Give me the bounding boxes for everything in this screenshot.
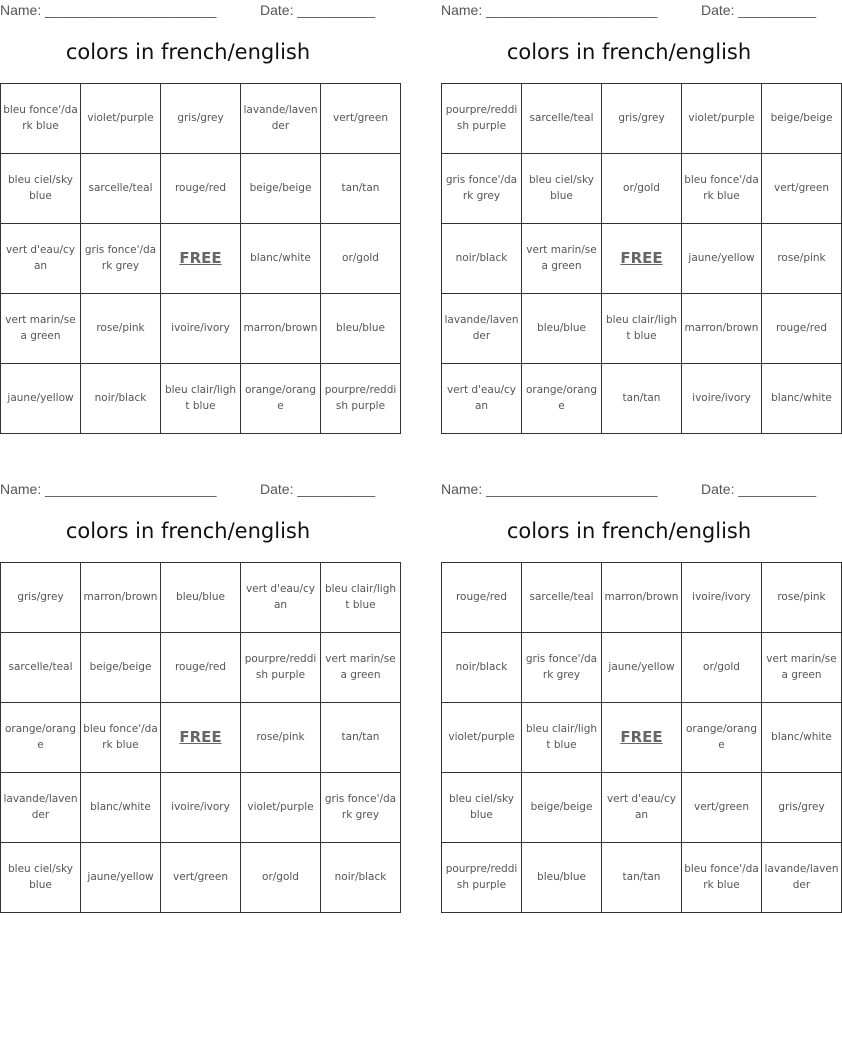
grid-cell: marron/brown: [682, 294, 762, 364]
grid-cell: lavande/lavender: [241, 84, 321, 154]
grid-cell: tan/tan: [602, 364, 682, 434]
grid-cell: blanc/white: [241, 224, 321, 294]
grid-cell: bleu/blue: [522, 843, 602, 913]
grid-row: [442, 633, 842, 703]
grid-cell: gris/grey: [762, 773, 842, 843]
name-field-label: Name: ______________________: [441, 481, 658, 497]
grid-cell: rose/pink: [762, 224, 842, 294]
name-field-label: Name: ______________________: [0, 2, 217, 18]
grid-cell: orange/orange: [522, 364, 602, 434]
grid-row: [1, 843, 401, 913]
grid-cell: vert/green: [321, 84, 401, 154]
grid-row: [1, 703, 401, 773]
grid-cell: pourpre/reddish purple: [442, 843, 522, 913]
grid-cell: bleu clair/light blue: [522, 703, 602, 773]
grid-row: [442, 224, 842, 294]
grid-cell: tan/tan: [321, 703, 401, 773]
grid-cell: pourpre/reddish purple: [321, 364, 401, 434]
grid-row: [1, 563, 401, 633]
grid-cell: lavande/lavender: [1, 773, 81, 843]
grid-cell: orange/orange: [682, 703, 762, 773]
grid-cell: noir/black: [442, 633, 522, 703]
grid-cell: noir/black: [321, 843, 401, 913]
grid-cell: gris fonce'/dark grey: [81, 224, 161, 294]
free-space-cell: FREE: [161, 703, 241, 773]
grid-cell: ivoire/ivory: [682, 364, 762, 434]
grid-row: [442, 843, 842, 913]
bingo-grid: [441, 562, 842, 913]
grid-cell: gris fonce'/dark grey: [442, 154, 522, 224]
grid-cell: bleu/blue: [321, 294, 401, 364]
grid-row: [1, 773, 401, 843]
grid-cell: bleu clair/light blue: [602, 294, 682, 364]
grid-cell: vert marin/sea green: [321, 633, 401, 703]
bingo-card-3: [0, 479, 397, 919]
grid-row: [442, 703, 842, 773]
grid-cell: bleu fonce'/dark blue: [682, 154, 762, 224]
grid-cell: gris fonce'/dark grey: [522, 633, 602, 703]
grid-cell: vert/green: [762, 154, 842, 224]
grid-cell: beige/beige: [81, 633, 161, 703]
grid-cell: bleu clair/light blue: [161, 364, 241, 434]
free-space-cell: FREE: [161, 224, 241, 294]
grid-cell: violet/purple: [81, 84, 161, 154]
grid-cell: tan/tan: [321, 154, 401, 224]
grid-cell: orange/orange: [1, 703, 81, 773]
grid-cell: vert/green: [682, 773, 762, 843]
grid-cell: or/gold: [321, 224, 401, 294]
grid-cell: rouge/red: [161, 633, 241, 703]
grid-cell: sarcelle/teal: [81, 154, 161, 224]
bingo-card-1: [0, 0, 397, 440]
grid-cell: blanc/white: [762, 364, 842, 434]
grid-cell: bleu ciel/sky blue: [1, 154, 81, 224]
bingo-grid: [0, 562, 401, 913]
grid-cell: rose/pink: [241, 703, 321, 773]
grid-cell: vert marin/sea green: [1, 294, 81, 364]
grid-cell: violet/purple: [442, 703, 522, 773]
grid-cell: marron/brown: [602, 563, 682, 633]
grid-cell: sarcelle/teal: [522, 563, 602, 633]
bingo-grid: [0, 83, 401, 434]
grid-cell: bleu ciel/sky blue: [442, 773, 522, 843]
card-title: colors in french/english: [65, 519, 311, 543]
grid-cell: gris/grey: [1, 563, 81, 633]
name-field-label: Name: ______________________: [441, 2, 658, 18]
grid-row: [1, 154, 401, 224]
grid-row: [442, 773, 842, 843]
grid-cell: gris/grey: [161, 84, 241, 154]
grid-cell: vert marin/sea green: [522, 224, 602, 294]
grid-cell: bleu ciel/sky blue: [522, 154, 602, 224]
card-title: colors in french/english: [65, 40, 311, 64]
grid-cell: jaune/yellow: [682, 224, 762, 294]
grid-cell: sarcelle/teal: [1, 633, 81, 703]
grid-cell: bleu fonce'/dark blue: [682, 843, 762, 913]
grid-cell: marron/brown: [81, 563, 161, 633]
grid-cell: bleu/blue: [161, 563, 241, 633]
grid-cell: bleu ciel/sky blue: [1, 843, 81, 913]
grid-row: [442, 294, 842, 364]
grid-cell: jaune/yellow: [602, 633, 682, 703]
bingo-grid: [441, 83, 842, 434]
grid-cell: ivoire/ivory: [161, 773, 241, 843]
date-field-label: Date: __________: [701, 2, 817, 18]
name-field-label: Name: ______________________: [0, 481, 217, 497]
card-title: colors in french/english: [506, 519, 752, 543]
grid-cell: noir/black: [81, 364, 161, 434]
grid-row: [1, 633, 401, 703]
grid-cell: rose/pink: [762, 563, 842, 633]
grid-cell: ivoire/ivory: [161, 294, 241, 364]
grid-cell: blanc/white: [762, 703, 842, 773]
grid-cell: noir/black: [442, 224, 522, 294]
grid-cell: marron/brown: [241, 294, 321, 364]
grid-row: [1, 84, 401, 154]
grid-cell: sarcelle/teal: [522, 84, 602, 154]
grid-cell: blanc/white: [81, 773, 161, 843]
grid-row: [442, 563, 842, 633]
grid-cell: lavande/lavender: [442, 294, 522, 364]
grid-cell: gris/grey: [602, 84, 682, 154]
free-space-cell: FREE: [602, 224, 682, 294]
grid-cell: pourpre/reddish purple: [241, 633, 321, 703]
date-field-label: Date: __________: [701, 481, 817, 497]
grid-cell: beige/beige: [241, 154, 321, 224]
grid-cell: vert d'eau/cyan: [442, 364, 522, 434]
free-space-cell: FREE: [602, 703, 682, 773]
grid-row: [1, 364, 401, 434]
bingo-card-2: [441, 0, 833, 440]
grid-row: [1, 224, 401, 294]
grid-cell: beige/beige: [762, 84, 842, 154]
grid-cell: bleu/blue: [522, 294, 602, 364]
grid-cell: vert d'eau/cyan: [1, 224, 81, 294]
grid-cell: jaune/yellow: [1, 364, 81, 434]
grid-cell: or/gold: [682, 633, 762, 703]
grid-cell: vert/green: [161, 843, 241, 913]
grid-cell: jaune/yellow: [81, 843, 161, 913]
grid-cell: rouge/red: [762, 294, 842, 364]
grid-cell: gris fonce'/dark grey: [321, 773, 401, 843]
grid-cell: or/gold: [602, 154, 682, 224]
grid-cell: vert d'eau/cyan: [241, 563, 321, 633]
grid-row: [442, 364, 842, 434]
grid-cell: or/gold: [241, 843, 321, 913]
grid-cell: tan/tan: [602, 843, 682, 913]
card-title: colors in french/english: [506, 40, 752, 64]
bingo-card-4: [441, 479, 839, 919]
grid-row: [442, 154, 842, 224]
grid-cell: orange/orange: [241, 364, 321, 434]
grid-cell: lavande/lavender: [762, 843, 842, 913]
grid-cell: vert d'eau/cyan: [602, 773, 682, 843]
grid-cell: rouge/red: [161, 154, 241, 224]
grid-cell: rose/pink: [81, 294, 161, 364]
grid-row: [1, 294, 401, 364]
date-field-label: Date: __________: [260, 481, 376, 497]
date-field-label: Date: __________: [260, 2, 376, 18]
grid-cell: violet/purple: [241, 773, 321, 843]
grid-row: [442, 84, 842, 154]
grid-cell: beige/beige: [522, 773, 602, 843]
grid-cell: pourpre/reddish purple: [442, 84, 522, 154]
grid-cell: rouge/red: [442, 563, 522, 633]
grid-cell: bleu fonce'/dark blue: [1, 84, 81, 154]
grid-cell: violet/purple: [682, 84, 762, 154]
grid-cell: bleu fonce'/dark blue: [81, 703, 161, 773]
grid-cell: bleu clair/light blue: [321, 563, 401, 633]
grid-cell: ivoire/ivory: [682, 563, 762, 633]
grid-cell: vert marin/sea green: [762, 633, 842, 703]
